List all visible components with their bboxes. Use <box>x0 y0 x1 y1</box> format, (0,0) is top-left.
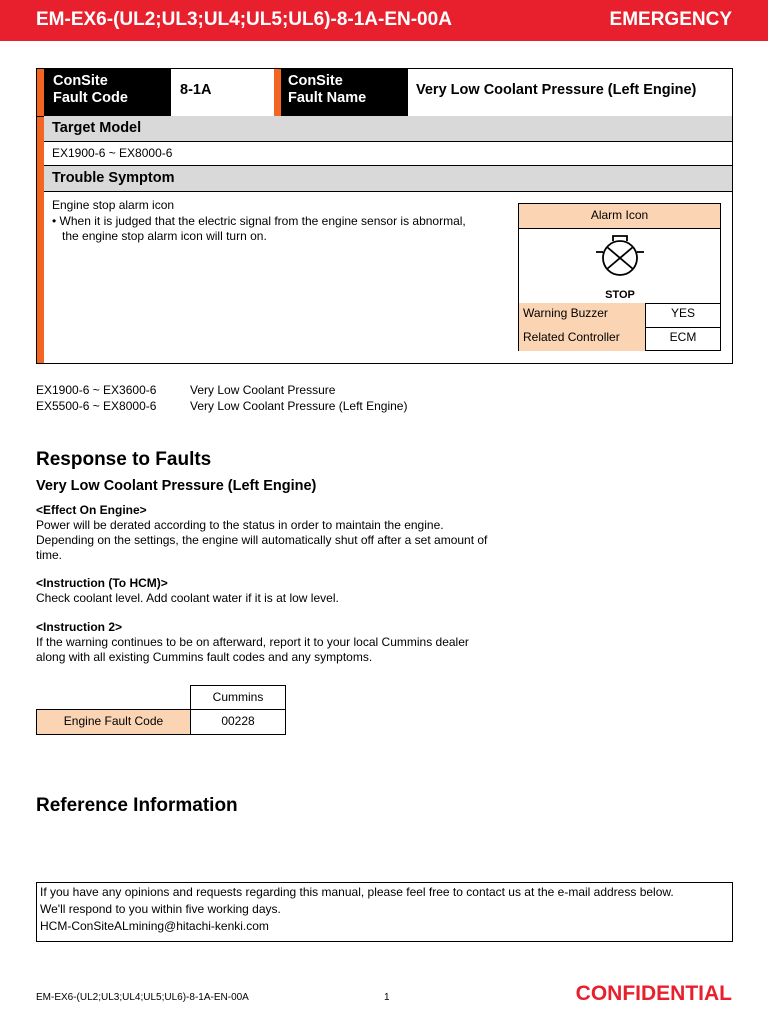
model-range: EX1900-6 ~ EX3600-6 <box>36 383 157 397</box>
model-range: EX5500-6 ~ EX8000-6 <box>36 399 157 413</box>
cummins-column-header: Cummins <box>190 685 286 710</box>
symptom-bullet-text: When it is judged that the electric signal from the engine sensor is abnormal, the engine stop alarm icon will turn on. <box>59 214 466 243</box>
fault-name-label-line1: ConSite <box>288 73 343 89</box>
fault-name-value: Very Low Coolant Pressure (Left Engine) <box>416 82 697 98</box>
model-fault-name: Very Low Coolant Pressure <box>190 383 336 397</box>
fault-code-value: 8-1A <box>180 82 212 98</box>
related-controller-label: Related Controller <box>519 327 646 351</box>
alarm-icon-cell <box>519 228 720 304</box>
stop-label: STOP <box>605 289 635 301</box>
footer-doc-code: EM-EX6-(UL2;UL3;UL4;UL5;UL6)-8-1A-EN-00A <box>36 992 249 1003</box>
model-fault-name: Very Low Coolant Pressure (Left Engine) <box>190 399 408 413</box>
engine-stop-icon <box>519 228 722 303</box>
model-row <box>36 383 336 397</box>
instruction-text: Check coolant level. Add coolant water if it is at low level. <box>36 591 339 605</box>
alarm-icon-header: Alarm Icon <box>519 204 720 229</box>
fault-code-label <box>44 69 171 116</box>
notice-line2: We'll respond to you within five working days. <box>40 902 281 916</box>
header-bar <box>0 0 768 41</box>
target-model-heading: Target Model <box>44 116 732 142</box>
warning-buzzer-row <box>519 303 720 328</box>
doc-code: EM-EX6-(UL2;UL3;UL4;UL5;UL6)-8-1A-EN-00A <box>36 9 452 30</box>
response-subheading: Very Low Coolant Pressure (Left Engine) <box>36 478 317 494</box>
effect-text: Power will be derated according to the status in order to maintain the engine. Depending on the settings, the engine will automatically shut off after a set amount of time. <box>36 518 488 562</box>
reference-heading: Reference Information <box>36 795 238 816</box>
target-model-value: EX1900-6 ~ EX8000-6 <box>44 142 732 166</box>
contact-notice <box>36 882 733 942</box>
effect-section <box>36 503 496 563</box>
fault-name-label-line2: Fault Name <box>288 90 367 106</box>
symptom-line: Engine stop alarm icon <box>52 198 175 212</box>
instruction-section <box>36 576 496 606</box>
response-heading: Response to Faults <box>36 449 212 470</box>
fault-name-label <box>281 69 408 116</box>
warning-buzzer-value: YES <box>670 306 695 320</box>
category-label: EMERGENCY <box>609 9 732 30</box>
alarm-icon-table <box>518 203 721 351</box>
symptom-bullet <box>52 214 472 244</box>
trouble-symptom-heading: Trouble Symptom <box>44 166 732 192</box>
page-number: 1 <box>384 992 390 1003</box>
confidential-label: CONFIDENTIAL <box>575 982 732 1005</box>
instruction2-text: If the warning continues to be on afterward, report it to your local Cummins dealer along with all existing Cummins fault codes and any symptoms. <box>36 635 469 664</box>
related-controller-row <box>519 327 720 351</box>
instruction2-title: <Instruction 2> <box>36 620 123 634</box>
contact-email[interactable]: HCM-ConSiteALmining@hitachi-kenki.com <box>40 919 269 933</box>
effect-title: <Effect On Engine> <box>36 503 147 517</box>
model-row <box>36 399 408 413</box>
fault-code-label-line1: ConSite <box>53 73 108 89</box>
bullet-dot: • <box>52 214 60 228</box>
instruction2-section <box>36 620 476 665</box>
related-controller-value: ECM <box>669 330 697 344</box>
instruction-title: <Instruction (To HCM)> <box>36 576 168 590</box>
engine-fault-code-value: 00228 <box>190 709 286 735</box>
engine-fault-code-label: Engine Fault Code <box>36 709 191 735</box>
notice-line1: If you have any opinions and requests regarding this manual, please feel free to contact us at the e-mail address below. <box>40 885 674 899</box>
fault-code-label-line2: Fault Code <box>53 90 128 106</box>
warning-buzzer-label: Warning Buzzer <box>519 303 646 327</box>
fault-header-row <box>37 69 732 117</box>
fault-name-accent <box>274 69 281 116</box>
